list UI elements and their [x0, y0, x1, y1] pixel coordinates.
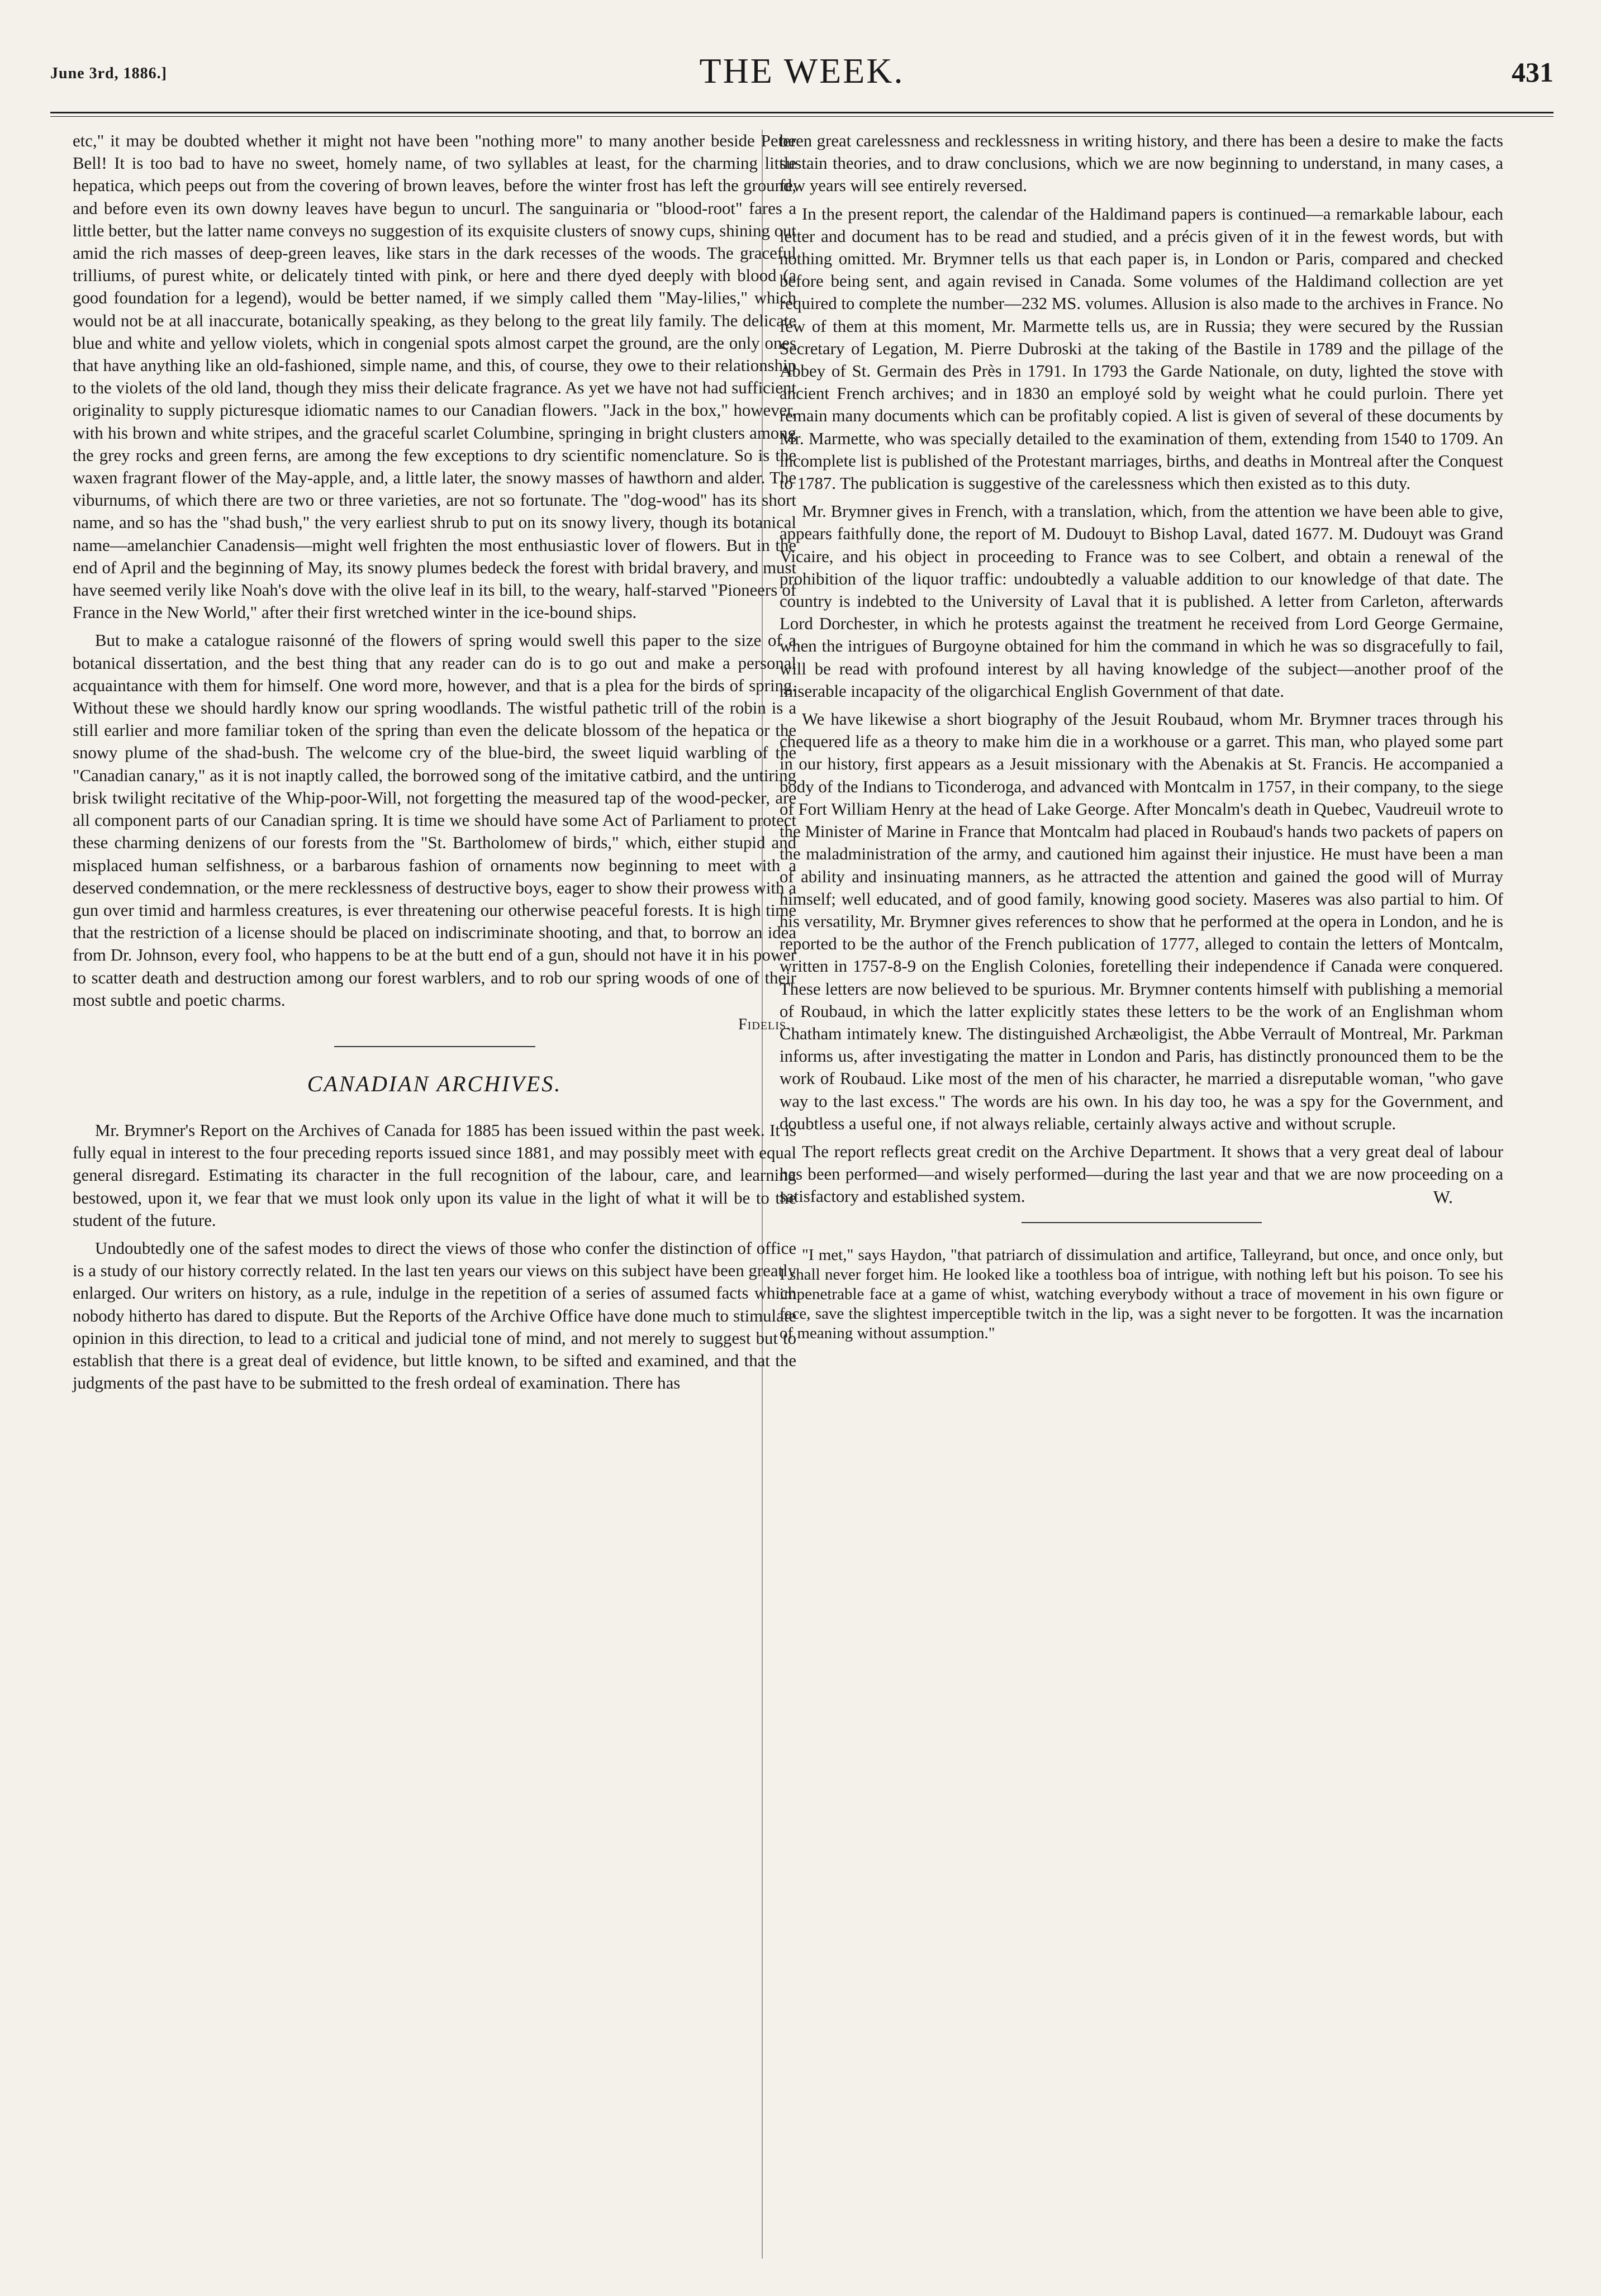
archives-paragraph-7: The report reflects great credit on the Archive Department. It shows that a very great deal of labour has been performed—and wisely performed—during the last year and that we are now proceeding on a satisfactory and established system. — [780, 1142, 1503, 1206]
page-header — [50, 50, 1554, 112]
quote-separator — [1022, 1222, 1262, 1223]
fidelis-paragraph-1: etc," it may be doubted whether it might not have been "nothing more" to many another beside Peter Bell! It is too bad to have no sweet, homely name, of two syllables at least, for the charming little hepatica, which peeps out from the covering of brown leaves, before the winter frost has left the ground, and before even its own downy leaves have begun to uncurl. The sanguinaria or "blood-root" fares a little better, but the latter name conveys no suggestion of its exquisite clusters of snowy cups, shining out amid the rich masses of deep-green leaves, like stars in the dark recesses of the woods. The graceful trilliums, of purest white, or delicately tinted with pink, or here and there dyed deeply with blood (a good foundation for a legend), would be better named, if we simply called them "May-lilies," which would not be at all inaccurate, botanically speaking, as they belong to the great lily family. The delicate blue and white and yellow violets, which in congenial spots almost carpet the ground, are the only ones that have anything like an old-fashioned, simple name, and this, of course, they owe to their relationship to the violets of the old land, though they miss their delicate fragrance. As yet we have not had sufficient originality to supply picturesque idiomatic names to our Canadian flowers. "Jack in the box," however, with his brown and white stripes, and the graceful scarlet Columbine, springing in bright clusters among the grey rocks and green ferns, are among the few exceptions to dry scientific nomenclature. So is the waxen fragrant flower of the May-apple, and, a little later, the snowy masses of hawthorn and alder. The viburnums, of which there are two or three varieties, are not so fortunate. The "dog-wood" has its short name, and so has the "shad bush," the very earliest shrub to put on its snowy livery, though its botanical name—amelanchier Canadensis—might well frighten the most enthusiastic lover of flowers. But in the end of April and the beginning of May, its snowy plumes bedeck the forest with bridal bravery, and must have seemed verily like Noah's dove with the olive leaf in its bill, to the weary, half-starved "Pioneers of France in the New World," after their first wretched winter in the ice-bound ships. — [73, 131, 796, 622]
page-number: 431 — [1512, 56, 1554, 88]
archives-signature: W. — [1433, 1186, 1453, 1207]
archives-paragraph-1: Mr. Brymner's Report on the Archives of Canada for 1885 has been issued within the past week. It is fully equal in interest to the four preceding reports issued since 1881, and may possibly meet with equal general disregard. Estimating its character in the full recognition of the labour, care, and learning bestowed, upon it, we fear that we must look only upon its value in the light of what it will be to the student of the future. — [73, 1120, 796, 1230]
archives-paragraph-6: We have likewise a short biography of the Jesuit Roubaud, whom Mr. Brymner traces through his chequered life as a theory to make him die in a workhouse or a garret. This man, who played some part in our history, first appears as a Jesuit missionary with the Abenakis at St. Francis. He accompanied a body of the Indians to Ticonderoga, and advanced with Montcalm in 1757, in their company, to the siege of Fort William Henry at the head of Lake George. After Moncalm's death in Quebec, Vaudreuil wrote to the Minister of Marine in France that Montcalm had placed in Roubaud's hands two packets of papers on the maladministration of the army, and cautioned him against their injustice. He must have been a man of ability and insinuating manners, as he attracted the attention and gained the good will of Murray himself; well educated, and of good family, knowing good society. Maseres was also partial to him. Of his versatility, Mr. Brymner gives references to show that he performed at the opera in London, and he is reported to be the author of the French publication of 1777, alleged to contain the letters of Montcalm, written in 1757-8-9 on the English Colonies, foretelling their independence if Canada were conquered. These letters are now believed to be spurious. Mr. Brymner contents himself with publishing a memorial of Roubaud, in which the latter explicitly states these letters to be the work of an Englishman whom Chatham intimately knew. The distinguished Archæoligist, the Abbe Verrault of Montreal, Mr. Parkman informs us, after investigating the matter in London and Paris, has distinctly pronounced them to be the work of Roubaud. Like most of the men of his character, he married a disreputable woman, "who gave way to the last excess." The words are his own. In his day too, he was a spy for the Government, and doubtless a useful one, if not always reliable, certainly always active and without scruple. — [780, 710, 1503, 1133]
section-separator — [334, 1046, 535, 1047]
archives-paragraph-4: In the present report, the calendar of the Haldimand papers is continued—a remarkable labour, each letter and document has to be read and studied, and a précis given of it in the fewest words, but with nothing omitted. Mr. Brymner tells us that each paper is, in London or Paris, compared and checked before being sent, and again revised in Canada. Some volumes of the Haldimand collection are yet required to complete the number—232 MS. volumes. Allusion is also made to the archives in France. No few of them at this moment, Mr. Marmette tells us, are in Russia; they were secured by the Russian Secretary of Legation, M. Pierre Dubroski at the taking of the Bastile in 1789 and the pillage of the Abbey of St. Germain des Près in 1791. In 1793 the Garde Nationale, on duty, lighted the stove with ancient French archives; and in 1830 an employé sold by weight what he could purloin. There yet remain many documents which can be profitably copied. A list is given of several of these documents by Mr. Marmette, who was specially detailed to the examination of them, extending from 1540 to 1709. An incomplete list is published of the Protestant marriages, births, and deaths in Montreal after the Conquest to 1787. The publication is suggestive of the carelessness which then existed as to this duty. — [780, 204, 1503, 493]
left-column — [73, 130, 796, 1394]
archives-paragraph-3: been great carelessness and recklessness in writing history, and there has been a desire to make the facts sustain theories, and to draw conclusions, which we are now beginning to understand, in many cases, a few years will see entirely reversed. — [780, 131, 1503, 196]
archives-paragraph-2: Undoubtedly one of the safest modes to direct the views of those who confer the distinction of office is a study of our history correctly related. In the last ten years our views on this subject have been greatly enlarged. Our writers on history, as a rule, indulge in the repetition of a series of assumed facts which nobody hitherto has dared to dispute. But the Reports of the Archive Office have done much to stimulate opinion in this direction, to lead to a critical and judicial tone of mind, and not merely to suggest but to establish that there is a great deal of evidence, but little known, to be sifted and examined, and that the judgments of the past have to be submitted to the fresh ordeal of examination. There has — [73, 1238, 796, 1393]
header-rule-thin — [50, 116, 1554, 117]
fidelis-signature: Fidelis. — [738, 1015, 791, 1033]
archives-paragraph-5: Mr. Brymner gives in French, with a translation, which, from the attention we have been able to give, appears faithfully done, the report of M. Dudouyt to Bishop Laval, dated 1677. M. Dudouyt was Grand Vicaire, and his object in proceeding to France was to see Colbert, and obtain a renewal of the prohibition of the liquor traffic: undoubtedly a valuable addition to our knowledge of that date. The country is indebted to the University of Laval that it is published. A letter from Carleton, afterwards Lord Dorchester, in which he protests against the treatment he received from Lord George Germaine, when the intrigues of Burgoyne obtained for him the command in which he was so disgracefully to fail, will be read with profound interest by all having knowledge of the subject—another proof of the miserable incapacity of the oligarchical English Government of that date. — [780, 502, 1503, 701]
publication-title: THE WEEK. — [699, 51, 905, 91]
header-rule — [50, 112, 1554, 113]
fidelis-paragraph-2: But to make a catalogue raisonné of the flowers of spring would swell this paper to the size of a botanical dissertation, and the best thing that any reader can do is to go out and make a personal acquaintance with them for himself. One word more, however, and that is a plea for the birds of spring. Without these we should hardly know our spring woodlands. The wistful pathetic trill of the robin is a still earlier and more familiar token of the spring than even the delicate blossom of the hepatica or the snowy plume of the shad-bush. The welcome cry of the blue-bird, the sweet liquid warbling of the "Canadian canary," as it is not inaptly called, the borrowed song of the imitative catbird, and the untiring brisk twilight recitative of the Whip-poor-Will, not forgetting the measured tap of the wood-pecker, are all component parts of our Canadian spring. It is time we should have some Act of Parliament to protect these charming denizens of our forests from the "St. Bartholomew of birds," which, either stupid and misplaced human selfishness, or a barbarous fashion of ornaments now beginning to meet with a deserved condemnation, or the mere recklessness of destructive boys, eager to show their prowess with a gun over timid and harmless creatures, is ever threatening our otherwise peaceful forests. It is high time that the restriction of a license should be placed on indiscriminate shooting, and that, to borrow an idea from Dr. Johnson, every fool, who happens to be at the butt end of a gun, should not have it in his power to scatter death and destruction among our forest warblers, and to rob our spring woods of one of their most subtle and poetic charms. — [73, 631, 796, 1010]
right-column — [780, 130, 1503, 1344]
haydon-quote: "I met," says Haydon, "that patriarch of dissimulation and artifice, Talleyrand, but once, and once only, but I shall never forget him. He looked like a toothless boa of intrigue, with nothing left but his poison. To see his impenetrable face at a game of whist, watching everybody without a trace of movement in his own figure or face, save the slightest imperceptible twitch in the lip, was a sight never to be forgotten. It was the incarnation of meaning without assumption." — [780, 1246, 1503, 1343]
issue-date: June 3rd, 1886.] — [50, 65, 167, 82]
article-heading: CANADIAN ARCHIVES. — [307, 1071, 562, 1096]
